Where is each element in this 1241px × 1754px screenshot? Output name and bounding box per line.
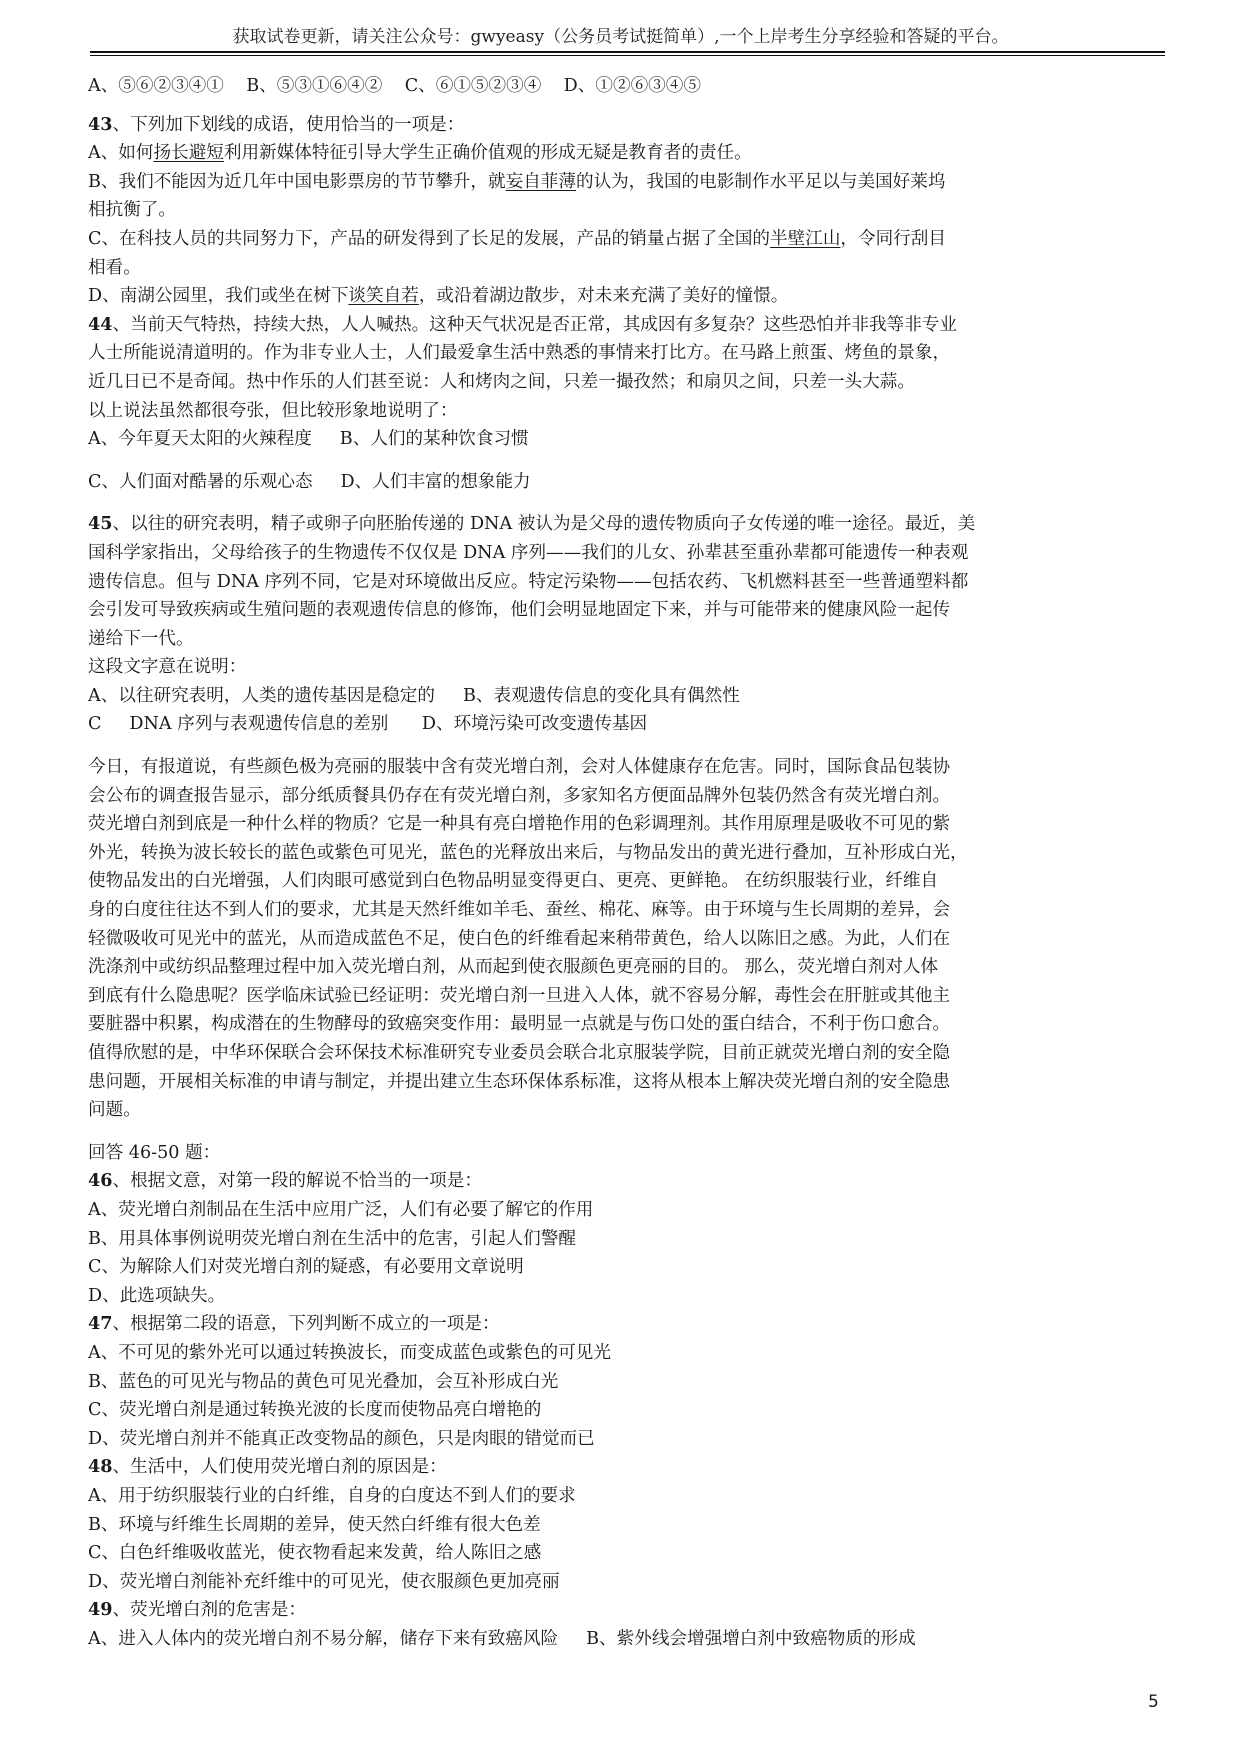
option-c-cont: 相看。 bbox=[88, 257, 141, 278]
option-d: D、南湖公园里，我们或坐在树下谈笑自若，或沿着湖边散步，对未来充满了美好的憧憬。 bbox=[88, 286, 789, 307]
question-text-line: 人士所能说清道明的。作为非专业人士，人们最爱拿生活中熟悉的事情来打比方。在马路上煎蛋、烤鱼的景象， bbox=[88, 343, 951, 364]
question-number: 49 bbox=[88, 1599, 113, 1621]
options-ab: A、进入人体内的荧光增白剂不易分解，储存下来有致癌风险 B、紫外线会增强增白剂中致癌物质的形成 bbox=[88, 1628, 916, 1649]
options-ab: A、以往研究表明，人类的遗传基因是稳定的 B、表观遗传信息的变化具有偶然性 bbox=[88, 685, 740, 706]
option-c: C、白色纤维吸收蓝光，使衣物看起来发黄，给人陈旧之感 bbox=[88, 1543, 542, 1564]
passage-line: 到底有什么隐患呢？医学临床试验已经证明：荧光增白剂一旦进入人体，就不容易分解，毒性会在肝脏或其他主 bbox=[88, 985, 951, 1006]
passage-line: 今日，有报道说，有些颜色极为亮丽的服装中含有荧光增白剂，会对人体健康存在危害。同时，国际食品包装协 bbox=[88, 757, 951, 778]
option-c: C、在科技人员的共同努力下，产品的研发得到了长足的发展，产品的销量占据了全国的半壁江山，令同行刮目 bbox=[88, 228, 946, 249]
question-stem: 、荧光增白剂的危害是： bbox=[112, 1600, 307, 1621]
question-44 bbox=[88, 311, 1166, 497]
underlined-idiom: 扬长避短 bbox=[153, 143, 224, 164]
question-text-line: 递给下一代。 bbox=[88, 628, 194, 649]
question-number: 48 bbox=[88, 1456, 113, 1478]
question-47 bbox=[88, 1310, 1166, 1453]
option-c: C、为解除人们对荧光增白剂的疑惑，有必要用文章说明 bbox=[88, 1257, 524, 1278]
passage-line: 值得欣慰的是，中华环保联合会环保技术标准研究专业委员会联合北京服装学院，目前正就荧光增白剂的安全隐 bbox=[88, 1043, 951, 1063]
underlined-idiom: 半壁江山 bbox=[770, 228, 841, 249]
question-stem: 、生活中，人们使用荧光增白剂的原因是： bbox=[112, 1457, 447, 1478]
option-a: A、不可见的紫外光可以通过转换波长，而变成蓝色或紫色的可见光 bbox=[88, 1342, 611, 1363]
question-48 bbox=[88, 1453, 1166, 1596]
question-number: 47 bbox=[88, 1313, 113, 1335]
question-stem: 、根据文意，对第一段的解说不恰当的一项是： bbox=[112, 1171, 482, 1192]
question-stem: 、根据第二段的语意，下列判断不成立的一项是： bbox=[112, 1314, 500, 1335]
option-b: B、环境与纤维生长周期的差异，使天然白纤维有很大色差 bbox=[88, 1514, 541, 1535]
passage-line: 洗涤剂中或纺织品整理过程中加入荧光增白剂，从而起到使衣服颜色更亮丽的目的。 那么，荧光增白剂对人体 bbox=[88, 957, 939, 978]
passage-line: 外光，转换为波长较长的蓝色或紫色可见光，蓝色的光释放出来后，与物品发出的黄光进行叠加，互补形成白光， bbox=[88, 842, 968, 863]
question-number: 44 bbox=[88, 313, 113, 335]
option-b-cont: 相抗衡了。 bbox=[88, 200, 176, 221]
option-d: D、此选项缺失。 bbox=[88, 1285, 226, 1306]
option-c: C、荧光增白剂是通过转换光波的长度而使物品亮白增艳的 bbox=[88, 1400, 542, 1421]
passage-line: 会公布的调查报告显示，部分纸质餐具仍存在有荧光增白剂，多家知名方便面品牌外包装仍然含有荧光增白剂。 bbox=[88, 785, 951, 806]
document-body bbox=[88, 72, 1166, 1653]
underlined-idiom: 谈笑自若 bbox=[348, 286, 419, 307]
passage-line: 轻微吸收可见光中的蓝光，从而造成蓝色不足，使白色的纤维看起来稍带黄色，给人以陈旧之感。为此，人们在 bbox=[88, 928, 951, 949]
header-rule-thick bbox=[90, 51, 1165, 53]
question-prompt: 这段文字意在说明： bbox=[88, 657, 247, 678]
question-text-line: 国科学家指出，父母给孩子的生物遗传不仅仅是 DNA 序列——我们的儿女、孙辈甚至重孙辈都可能遗传一种表观 bbox=[88, 542, 969, 563]
option-a: A、荧光增白剂制品在生活中应用广泛，人们有必要了解它的作用 bbox=[88, 1199, 594, 1220]
page-header: 获取试卷更新，请关注公众号：gwyeasy（公务员考试挺简单）,一个上岸考生分享经验和答疑的平台。 bbox=[232, 27, 1009, 47]
option-a: A、用于纺织服装行业的白纤维，自身的白度达不到人们的要求 bbox=[88, 1485, 576, 1506]
underlined-idiom: 妄自菲薄 bbox=[505, 171, 576, 192]
question-number: 46 bbox=[88, 1170, 113, 1192]
header-rule-thin bbox=[90, 55, 1165, 56]
options-ab: A、今年夏天太阳的火辣程度 B、人们的某种饮食习惯 bbox=[88, 429, 529, 450]
question-number: 45 bbox=[88, 513, 113, 535]
option-d: D、荧光增白剂能补充纤维中的可见光，使衣服颜色更加亮丽 bbox=[88, 1571, 560, 1592]
passage-line: 患问题，开展相关标准的申请与制定，并提出建立生态环保体系标准，这将从根本上解决荧光增白剂的安全隐患 bbox=[88, 1071, 951, 1092]
answer-intro: 回答 46-50 题： bbox=[88, 1142, 221, 1163]
question-text-line: 近几日已不是奇闻。热中作乐的人们甚至说：人和烤肉之间，只差一撮孜然；和扇贝之间，只差一头大蒜。 bbox=[88, 371, 915, 392]
option-b: B、我们不能因为近几年中国电影票房的节节攀升，就妄自菲薄的认为，我国的电影制作水平足以与美国好莱坞 bbox=[88, 171, 946, 192]
passage-line: 问题。 bbox=[88, 1100, 141, 1121]
question-45 bbox=[88, 510, 1166, 739]
options-cd: C、人们面对酷暑的乐观心态 D、人们丰富的想象能力 bbox=[88, 471, 531, 492]
option-a: A、如何扬长避短利用新媒体特征引导大学生正确价值观的形成无疑是教育者的责任。 bbox=[88, 143, 752, 164]
passage-line: 要脏器中积累，构成潜在的生物酵母的致癌突变作用：最明显一点就是与伤口处的蛋白结合，不利于伤口愈合。 bbox=[88, 1014, 951, 1035]
question-prompt: 以上说法虽然都很夸张，但比较形象地说明了： bbox=[88, 400, 458, 421]
question-46 bbox=[88, 1167, 1166, 1310]
option-b: B、用具体事例说明荧光增白剂在生活中的危害，引起人们警醒 bbox=[88, 1228, 576, 1249]
option-d: D、荧光增白剂并不能真正改变物品的颜色，只是肉眼的错觉而已 bbox=[88, 1428, 595, 1449]
passage-line: 荧光增白剂到底是一种什么样的物质？它是一种具有亮白增艳作用的色彩调理剂。其作用原理是吸收不可见的紫 bbox=[88, 814, 951, 835]
question-stem: 、下列加下划线的成语，使用恰当的一项是： bbox=[112, 114, 465, 135]
passage-line: 身的白度往往达不到人们的要求，尤其是天然纤维如羊毛、蚕丝、棉花、麻等。由于环境与生长周期的差异，会 bbox=[88, 900, 951, 921]
q42-options: A、⑤⑥②③④① B、⑤③①⑥④② C、⑥①⑤②③④ D、①②⑥③④⑤ bbox=[88, 76, 701, 96]
question-43 bbox=[88, 111, 1166, 311]
question-stem: 、以往的研究表明，精子或卵子向胚胎传递的 DNA 被认为是父母的遗传物质向子女传递的唯一途径。最近，美 bbox=[112, 514, 976, 535]
page-number: 5 bbox=[1148, 1692, 1159, 1712]
passage-line: 使物品发出的白光增强，人们肉眼可感觉到白色物品明显变得更白、更亮、更鲜艳。 在纺织服装行业，纤维自 bbox=[88, 871, 939, 892]
question-text-line: 遗传信息。但与 DNA 序列不同，它是对环境做出反应。特定污染物——包括农药、飞机燃料甚至一些普通塑料都 bbox=[88, 571, 969, 592]
option-b: B、蓝色的可见光与物品的黄色可见光叠加，会互补形成白光 bbox=[88, 1371, 559, 1392]
question-text-line: 会引发可导致疾病或生殖问题的表观遗传信息的修饰，他们会明显地固定下来，并与可能带来的健康风险一起传 bbox=[88, 600, 951, 621]
question-stem: 、当前天气特热，持续大热，人人喊热。这种天气状况是否正常，其成因有多复杂？这些恐怕并非我等非专业 bbox=[112, 314, 957, 335]
question-number: 43 bbox=[88, 113, 113, 135]
question-49 bbox=[88, 1596, 1166, 1653]
options-cd: C DNA 序列与表观遗传信息的差别 D、环境污染可改变遗传基因 bbox=[88, 714, 648, 735]
reading-passage bbox=[88, 753, 1166, 1125]
